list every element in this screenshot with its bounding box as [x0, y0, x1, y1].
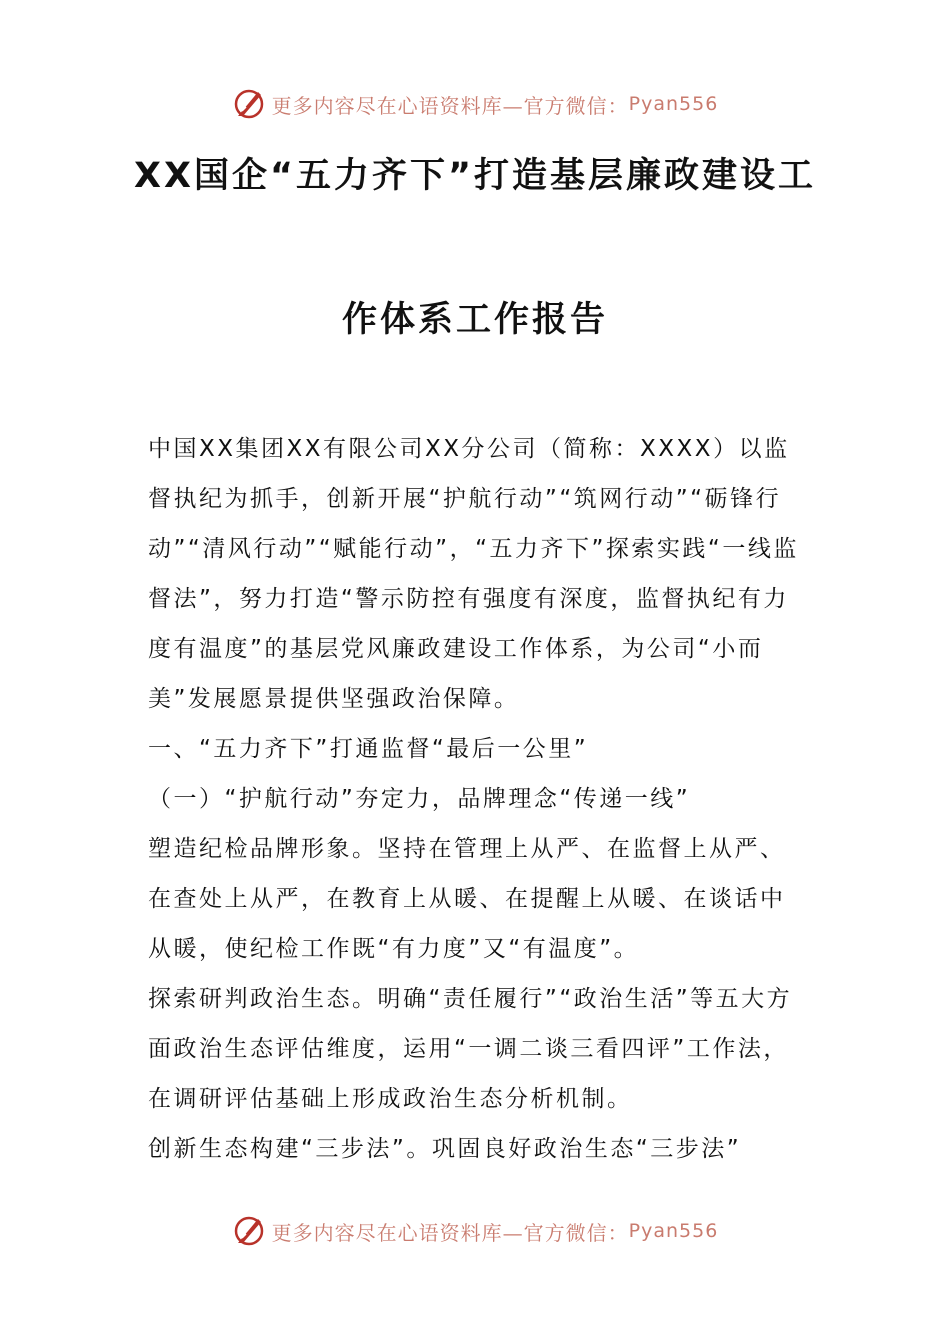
- heading-subsection-1: （一）“护航行动”夯定力，品牌理念“传递一线”: [148, 786, 691, 812]
- watermark-wechat-id: Pyan556: [628, 93, 719, 115]
- document-title-line-1: XX国企“五力齐下”打造基层廉政建设工: [134, 156, 816, 196]
- quill-logo-icon: [232, 87, 266, 121]
- watermark-banner-bottom: [0, 1211, 950, 1251]
- quill-logo-icon: [232, 1214, 266, 1248]
- paragraph-three-steps: 创新生态构建“三步法”。巩固良好政治生态“三步法”: [148, 1136, 742, 1162]
- document-body: [148, 424, 808, 1174]
- watermark-wechat-id: Pyan556: [628, 1220, 719, 1242]
- document-title-line-2: 作体系工作报告: [341, 300, 608, 340]
- paragraph-intro: 中国XX集团XX有限公司XX分公司（简称：XXXX）以监督执纪为抓手，创新开展“护航行动”“筑网行动”“砺锋行动”“清风行动”“赋能行动”，“五力齐下”探索实践“一线监督法”，努力打造“警示防控有强度有深度，监督执纪有力度有温度”的基层党风廉政建设工作体系，为公司“小而美”发展愿景提供坚强政治保障。: [148, 436, 799, 712]
- watermark-banner-top: [0, 84, 950, 124]
- watermark-text: 更多内容尽在心语资料库—官方微信：: [271, 93, 629, 118]
- paragraph-brand: 塑造纪检品牌形象。坚持在管理上从严、在监督上从严、在查处上从严，在教育上从暖、在提醒上从暖、在谈话中从暖，使纪检工作既“有力度”又“有温度”。: [148, 836, 786, 962]
- heading-section-1: 一、“五力齐下”打通监督“最后一公里”: [148, 736, 589, 762]
- watermark-text: 更多内容尽在心语资料库—官方微信：: [271, 1220, 629, 1245]
- paragraph-ecology: 探索研判政治生态。明确“责任履行”“政治生活”等五大方面政治生态评估维度，运用“一调二谈三看四评”工作法，在调研评估基础上形成政治生态分析机制。: [148, 986, 793, 1112]
